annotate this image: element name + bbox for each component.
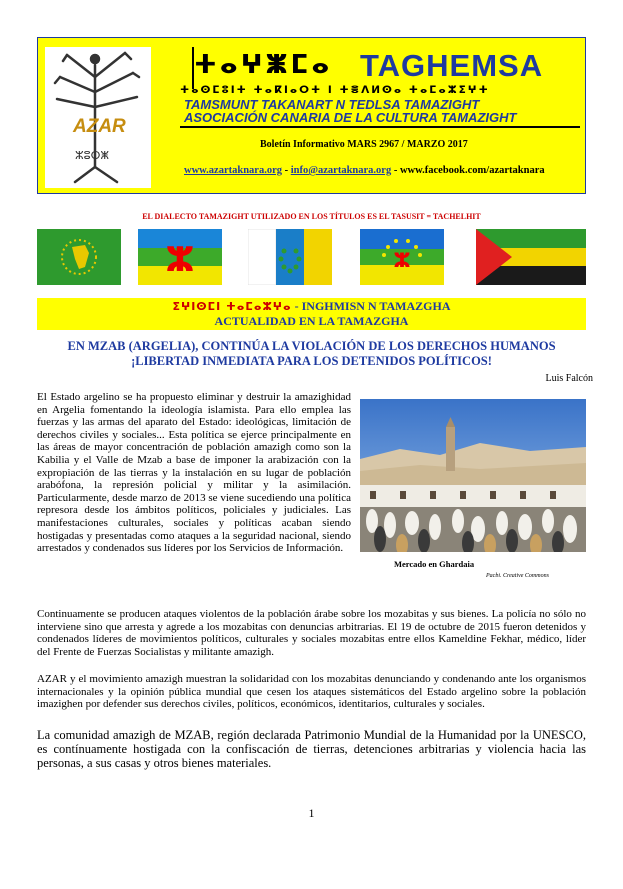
article-paragraph-4: La comunidad amazigh de MZAB, región declarada Patrimonio Mundial de la Humanidad por la UNESCO, es contínuamente hostigada con la confiscación de tierras, detenciones arbitrarias y violencia hacia las personas, a sus casas y otros bienes materiales. xyxy=(37,728,586,770)
dialect-note: EL DIALECTO TAMAZIGHT UTILIZADO EN LOS TÍTULOS ES EL TASUSIT = TACHELHIT xyxy=(142,212,481,221)
kabyle-flag xyxy=(360,229,444,285)
azar-logo xyxy=(45,47,151,188)
newsletter-title: TAGHEMSA xyxy=(360,48,544,83)
logo-text: AZAR xyxy=(73,116,126,137)
article-paragraph-2: Continuamente se producen ataques violentos de la población árabe sobre los mozabitas y sus bienes. La policía no sólo no interviene sino que arresta y agrede a los mozabitas con denuncias arbitrarias. El 19 de octubre de 2015 fueron detenidos y condenados líderes de movimientos políticos, culturales y sociales mozabitas entre ellos Kameldine Fekhar, médico, líder del Frente de Fuerzas Socialistas y militante amazigh. xyxy=(37,608,586,658)
bulletin-issue: Boletín Informativo MARS 2967 / MARZO 2017 xyxy=(260,139,468,150)
link-separator: - xyxy=(282,165,291,176)
rif-flag xyxy=(476,229,586,285)
svg-text:ⵣ: ⵣ xyxy=(165,240,195,280)
section-title-tamazight: - INGHMISN N TAMAZGHA xyxy=(291,299,451,313)
svg-text:ⵣ: ⵣ xyxy=(393,248,411,272)
article-author: Luis Falcón xyxy=(545,373,593,384)
section-tifinagh: ⵉⵖⵏⵙⵎⵏ ⵜⴰⵎⴰⵣⵖⴰ xyxy=(172,300,292,313)
association-underline xyxy=(180,126,580,128)
tifinagh-title: ⵜⴰⵖⵥⵎⴰ xyxy=(194,50,333,80)
tifinagh-subtitle: ⵜⴰⵙⵎⵓⵏⵜ ⵜⴰⴽⵏⴰⵔⵜ ⵏ ⵜⴻⴷⵍⵙⴰ ⵜⴰⵎⴰⵣⵉⵖⵜ xyxy=(180,84,490,96)
header-box xyxy=(37,37,586,194)
section-band xyxy=(37,298,586,330)
page-number: 1 xyxy=(308,806,315,820)
contact-links xyxy=(184,165,545,176)
headline-line-2: ¡LIBERTAD INMEDIATA PARA LOS DETENIDOS POLÍTICOS! xyxy=(131,354,492,368)
association-name-tamazight: TAMSMUNT TAKANART N TEDLSA TAMAZIGHT xyxy=(184,97,480,112)
facebook-text: - www.facebook.com/azartaknara xyxy=(391,165,545,176)
photo-credit: Pacbi. Creative Commons xyxy=(486,573,549,579)
headline-line-1: EN MZAB (ARGELIA), CONTINÚA LA VIOLACIÓN DE LOS DERECHOS HUMANOS xyxy=(67,339,556,353)
african-union-flag xyxy=(37,229,121,285)
logo-tifinagh: ⵣⵓⵔⵥ xyxy=(75,149,110,162)
ghardaia-market-photo xyxy=(360,399,586,552)
photo-caption: Mercado en Ghardaia xyxy=(394,559,475,569)
email-link[interactable]: info@azartaknara.org xyxy=(290,165,392,176)
article-headline xyxy=(0,339,623,369)
canary-independence-flag xyxy=(248,229,332,285)
amazigh-flag xyxy=(138,229,222,285)
website-link[interactable]: www.azartaknara.org xyxy=(184,165,282,176)
article-paragraph-1: El Estado argelino se ha propuesto eliminar y destruir la amazighidad en Argelia fomentando la ideología islamista. Para ello emplea las fuerzas y las armas del aparato del Estado: ideológicas, limitación de derechos civiles y sociales... Esta política se ejerce principalmente en las áreas de mayor concentración de población amazigh como son la Kabilia y el Valle de Mzab a base de imponer la arabización con la expropiación de las tierras y la instalación en su lugar de población arabófona, la represión policial y militar y la asimilación. Particularmente, desde marzo de 2013 se viene sucediendo una política represora desde los ámbitos políticos, policiales y judiciales. Las manifestaciones culturales, sociales y políticas acaban siendo hostigadas y presentadas como ataques a la seguridad nacional, siendo arrestados y condenados sus líderes por los Servicios de Información. xyxy=(37,391,351,555)
association-name-spanish: ASOCIACIÓN CANARIA DE LA CULTURA TAMAZIGHT xyxy=(184,110,517,125)
article-paragraph-3: AZAR y el movimiento amazigh muestran la solidaridad con los mozabitas denunciando y condenando ante los organismos internacionales y la opinión pública mundial que cesen los ataques sistemáticos del Estado argelino sobre la población imazighen por defender sus derechos civiles, políticos, económicos, identitarios, culturales y sociales. xyxy=(37,673,586,711)
section-title-spanish: ACTUALIDAD EN LA TAMAZGHA xyxy=(214,314,409,328)
